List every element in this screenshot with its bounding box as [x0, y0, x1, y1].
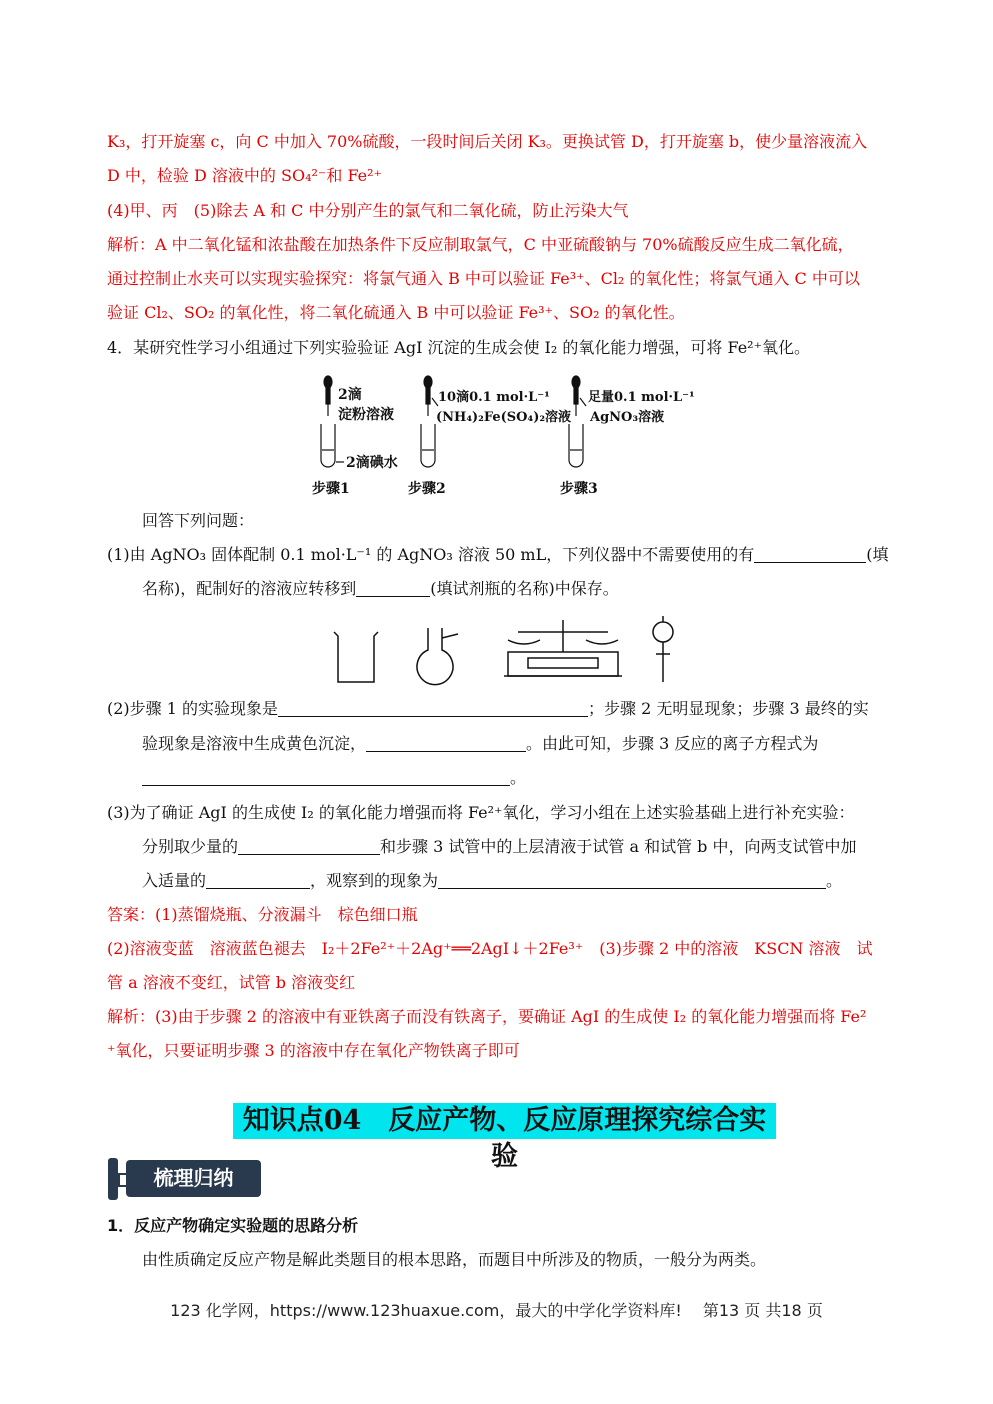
step3-label: 步骤3	[560, 481, 598, 497]
question-4-stem: 4．某研究性学习小组通过下列实验验证 AgI 沉淀的生成会使 I₂ 的氧化能力增强，可将 Fe²⁺氧化。	[107, 338, 811, 357]
step2-reagent-2: (NH₄)₂Fe(SO₄)₂溶液	[436, 410, 572, 425]
answer-line-3: (4)甲、丙 (5)除去 A 和 C 中分别产生的氯气和二氧化硫，防止污染大气	[107, 201, 629, 220]
instruments-drawing	[328, 610, 688, 690]
experiment-steps-figure	[300, 372, 720, 502]
q3-text-c: 入适量的	[142, 871, 207, 890]
q2-blank-3[interactable]	[142, 769, 510, 786]
q3-blank-1[interactable]	[238, 838, 380, 855]
q2-blank-2[interactable]	[366, 735, 526, 752]
beaker-icon	[334, 632, 378, 682]
step1-label: 步骤1	[312, 481, 350, 497]
step1-reagent-2: 淀粉溶液	[338, 407, 394, 423]
q1-text-d: (填试剂瓶的名称)中保存。	[430, 579, 619, 598]
q2-line-1	[107, 698, 869, 720]
q4-answer-3: 管 a 溶液不变红，试管 b 溶液变红	[107, 973, 356, 992]
analysis-line-3: 验证 Cl₂、SO₂ 的氧化性，将二氧化硫通入 B 中可以验证 Fe³⁺、SO₂ 的氧化性。	[107, 303, 685, 322]
q3-line-3	[142, 870, 842, 892]
q1-text-a: (1)由 AgNO₃ 固体配制 0.1 mol·L⁻¹ 的 AgNO₃ 溶液 50 mL，下列仪器中不需要使用的有	[107, 545, 755, 564]
distillation-flask-icon	[417, 628, 458, 685]
page-footer: 123 化学网，https://www.123huaxue.com，最大的中学化学资料库! 第13 页 共18 页	[170, 1301, 823, 1320]
step1-side-label: 2滴碘水	[346, 455, 398, 471]
q1-line-1	[107, 544, 888, 566]
step3-reagent-1: 足量0.1 mol·L⁻¹	[588, 390, 695, 405]
q1-text-c: 名称)，配制好的溶液应转移到	[142, 579, 357, 598]
q2-text-a: (2)步骤 1 的实验现象是	[107, 699, 279, 718]
q1-blank-1[interactable]	[754, 546, 866, 563]
q3-text-e: 。	[826, 871, 843, 890]
analysis-line-2: 通过控制止水夹可以实现实验探究：将氯气通入 B 中可以验证 Fe³⁺、Cl₂ 的氧化性；将氯气通入 C 中可以	[107, 269, 860, 288]
q4-answer-2: (2)溶液变蓝 溶液蓝色褪去 I₂＋2Fe²⁺＋2Ag⁺══2AgI↓＋2Fe³⁺ (3)步骤 2 中的溶液 KSCN 溶液 试	[107, 939, 873, 958]
q2-line-2	[142, 733, 818, 755]
q3-blank-3[interactable]	[438, 872, 826, 889]
q4-answer-1: 答案：(1)蒸馏烧瓶、分液漏斗 棕色细口瓶	[107, 905, 418, 924]
tag-label: 梳理归纳	[126, 1160, 261, 1197]
answer-line-2: D 中，检验 D 溶液中的 SO₄²⁻和 Fe²⁺	[107, 166, 382, 185]
q3-text-d: ，观察到的现象为	[310, 871, 439, 890]
analysis-line-1: 解析：A 中二氧化锰和浓盐酸在加热条件下反应制取氯气，C 中亚硫酸钠与 70%硫酸反应生成二氧化硫，	[107, 235, 854, 254]
step2-label: 步骤2	[408, 481, 446, 497]
q1-text-b: (填	[866, 545, 889, 564]
body-paragraph: 由性质确定反应产物是解此类题目的根本思路，而题目中所涉及的物质，一般分为两类。	[142, 1250, 767, 1269]
section-title: 知识点04 反应产物、反应原理探究综合实验	[233, 1103, 776, 1139]
instruments-figure	[328, 610, 688, 690]
q1-line-2	[142, 578, 619, 600]
q2-text-d: 。由此可知，步骤 3 反应的离子方程式为	[526, 734, 819, 753]
step1-reagent-1: 2滴	[338, 387, 362, 403]
q2-text-c: 验现象是溶液中生成黄色沉淀，	[142, 734, 367, 753]
separatory-funnel-icon	[653, 616, 673, 682]
q4-analysis-1: 解析：(3)由于步骤 2 的溶液中有亚铁离子而没有铁离子，要确证 AgI 的生成使 I₂ 的氧化能力增强而将 Fe²	[107, 1007, 867, 1026]
answer-prompt: 回答下列问题：	[142, 511, 255, 530]
answer-line-1: K₃，打开旋塞 c，向 C 中加入 70%硫酸，一段时间后关闭 K₃。更换试管 D，打开旋塞 b，使少量溶液流入	[107, 132, 868, 151]
q2-text-e: 。	[510, 768, 527, 787]
q3-blank-2[interactable]	[206, 872, 310, 889]
q3-text-a: 分别取少量的	[142, 837, 239, 856]
q2-text-b: ；步骤 2 无明显现象；步骤 3 最终的实	[588, 699, 869, 718]
summary-tag	[108, 1158, 264, 1200]
q2-line-3	[142, 767, 526, 789]
tag-bar	[108, 1158, 118, 1200]
step3-reagent-2: AgNO₃溶液	[590, 410, 665, 425]
balance-icon	[504, 620, 622, 676]
q1-blank-2[interactable]	[356, 580, 430, 597]
q2-blank-1[interactable]	[278, 700, 588, 717]
q3-line-2	[142, 836, 857, 858]
q3-line-1: (3)为了确证 AgI 的生成使 I₂ 的氧化能力增强而将 Fe²⁺氧化，学习小组在上述实验基础上进行补充实验：	[107, 803, 855, 822]
step2-reagent-1: 10滴0.1 mol·L⁻¹	[438, 390, 550, 405]
subheading-1: 1．反应产物确定实验题的思路分析	[107, 1216, 359, 1235]
q3-text-b: 和步骤 3 试管中的上层清液于试管 a 和试管 b 中，向两支试管中加	[380, 837, 857, 856]
q4-analysis-2: ⁺氧化，只要证明步骤 3 的溶液中存在氧化产物铁离子即可	[107, 1041, 520, 1060]
